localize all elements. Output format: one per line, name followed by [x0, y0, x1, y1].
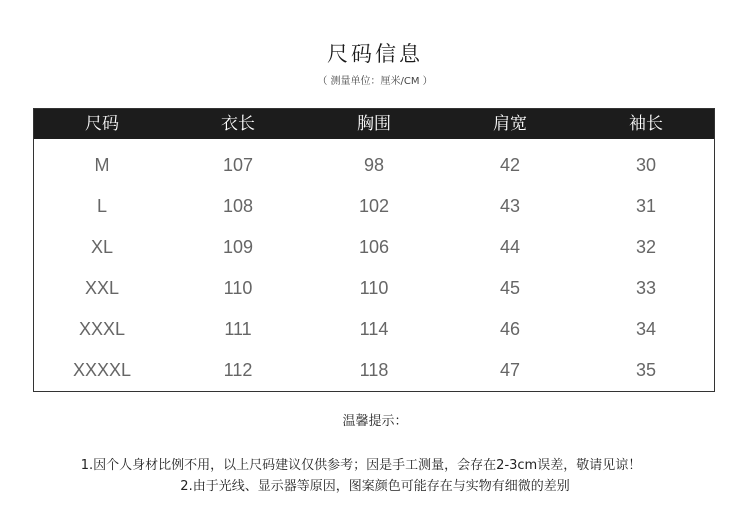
- cell-size: L: [96, 196, 107, 216]
- page-title: 尺码信息: [327, 42, 423, 66]
- size-table: [33, 108, 715, 392]
- cell-chest: 110: [359, 278, 389, 298]
- table-row: [34, 227, 714, 268]
- cell-size: XXL: [84, 278, 120, 298]
- table-row: [34, 309, 714, 350]
- cell-length: 107: [222, 155, 254, 175]
- cell-size: M: [94, 155, 110, 175]
- cell-shoulder: 47: [499, 360, 521, 380]
- header-length: 衣长: [221, 114, 255, 134]
- table-body: [34, 139, 714, 391]
- cell-length: 110: [223, 278, 253, 298]
- cell-length: 109: [222, 237, 254, 257]
- table-row: [34, 145, 714, 186]
- note-line-1: 1.因个人身材比例不用，以上尺码建议仅供参考；因是手工测量，会存在2-3cm误差，敬请见谅！: [80, 458, 642, 473]
- table-header: [34, 109, 714, 139]
- notes-heading: 温馨提示：: [342, 414, 408, 429]
- cell-length: 112: [223, 360, 253, 380]
- header-shoulder: 肩宽: [493, 114, 527, 134]
- cell-chest: 102: [358, 196, 390, 216]
- cell-shoulder: 44: [499, 237, 521, 257]
- cell-chest: 106: [358, 237, 390, 257]
- cell-sleeve: 35: [635, 360, 657, 380]
- cell-sleeve: 31: [635, 196, 657, 216]
- table-row: [34, 186, 714, 227]
- cell-length: 111: [224, 319, 252, 339]
- cell-chest: 98: [363, 155, 385, 175]
- table-row: [34, 268, 714, 309]
- cell-size: XXXXL: [72, 360, 132, 380]
- cell-sleeve: 33: [635, 278, 657, 298]
- cell-chest: 118: [359, 360, 389, 380]
- unit-subtitle: （ 测量单位：厘米/CM ）: [317, 76, 433, 87]
- cell-shoulder: 42: [499, 155, 521, 175]
- header-chest: 胸围: [357, 114, 391, 134]
- header-sleeve: 袖长: [629, 114, 663, 134]
- cell-shoulder: 46: [499, 319, 521, 339]
- cell-size: XXXL: [78, 319, 126, 339]
- cell-length: 108: [222, 196, 254, 216]
- cell-shoulder: 43: [499, 196, 521, 216]
- table-row: [34, 350, 714, 391]
- cell-chest: 114: [359, 319, 389, 339]
- header-size: 尺码: [85, 114, 119, 134]
- cell-sleeve: 32: [635, 237, 657, 257]
- cell-sleeve: 34: [635, 319, 657, 339]
- note-line-2: 2.由于光线、显示器等原因，图案颜色可能存在与实物有细微的差别: [180, 479, 570, 494]
- cell-size: XL: [90, 237, 114, 257]
- cell-sleeve: 30: [635, 155, 657, 175]
- cell-shoulder: 45: [499, 278, 521, 298]
